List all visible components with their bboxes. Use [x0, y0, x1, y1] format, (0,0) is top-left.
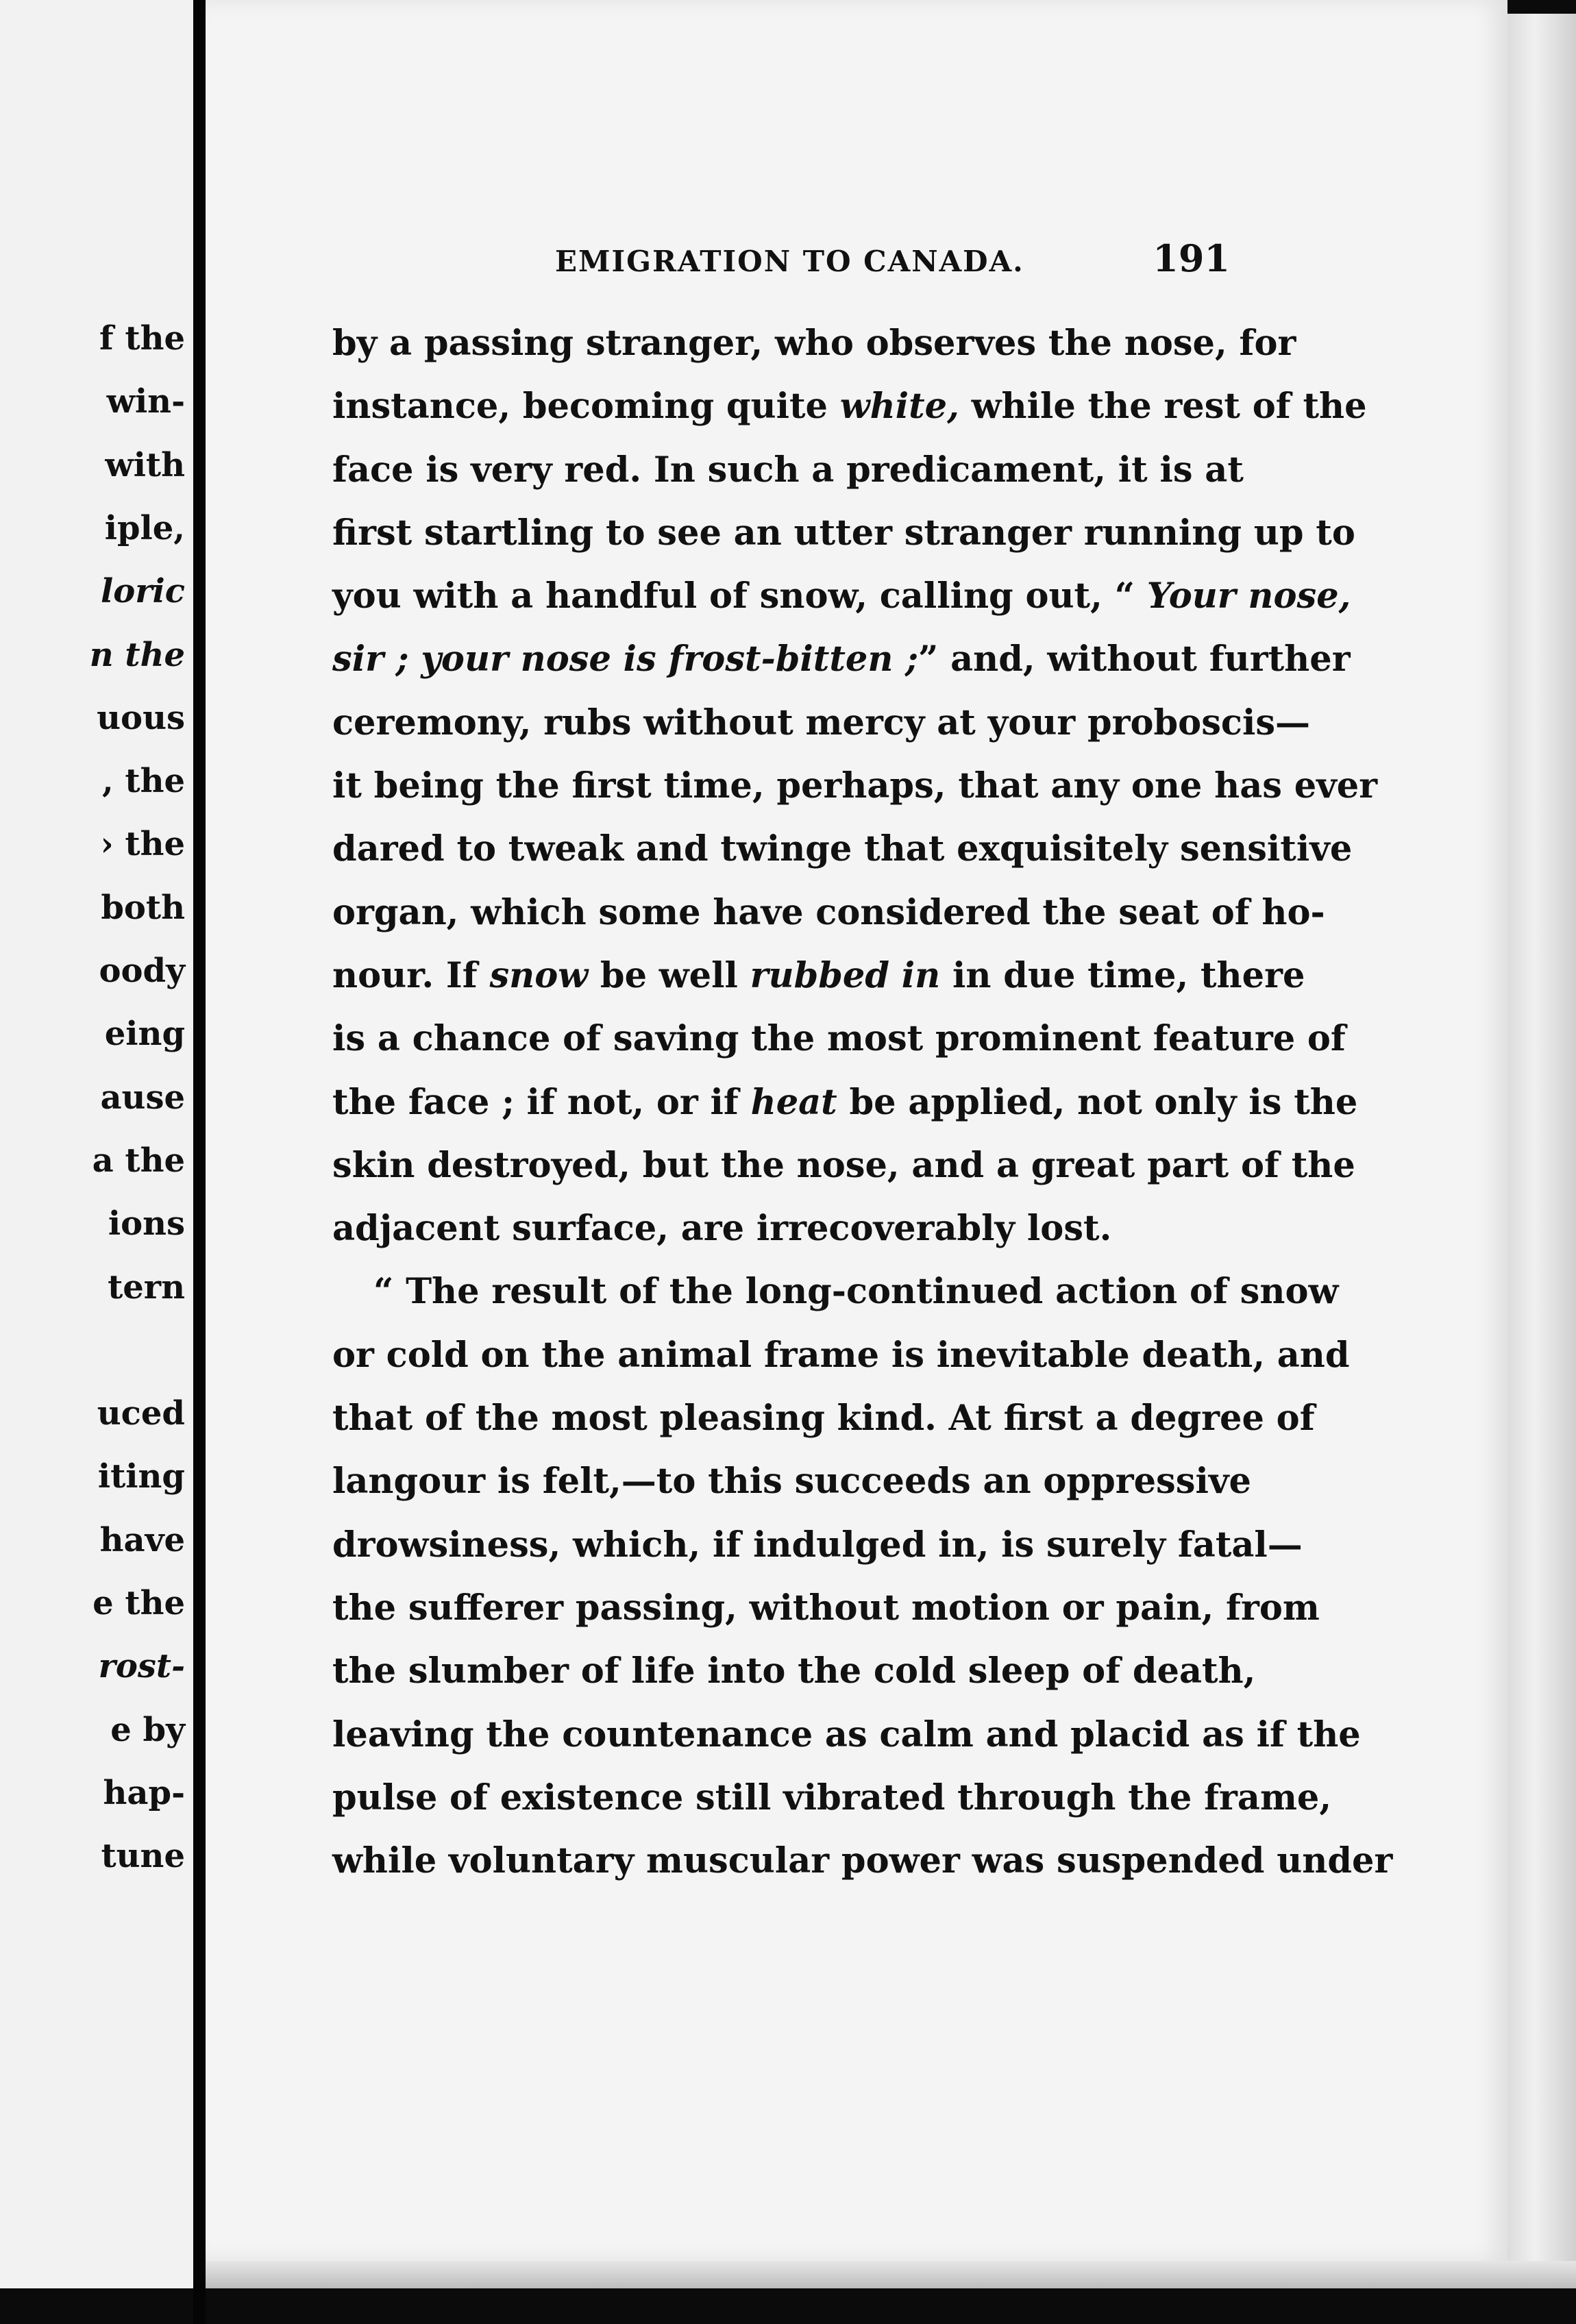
left-line-fragment: f the: [99, 319, 185, 358]
left-line-fragment: loric: [101, 572, 185, 611]
left-line-fragment: e by: [110, 1710, 185, 1749]
text-line: [332, 1829, 1393, 1892]
text-line: [332, 944, 1305, 1007]
page-header: [336, 236, 1230, 284]
text-run: be applied, not only is the: [837, 1081, 1358, 1123]
text-line: [332, 1197, 1233, 1260]
text-line: [332, 1513, 1303, 1577]
left-line-fragment: › the: [100, 825, 185, 864]
text-line: [332, 312, 1296, 375]
left-line-fragment: uced: [97, 1394, 185, 1433]
left-line-fragment: iting: [97, 1457, 185, 1496]
text-run: pulse of existence still vibrated through the frame,: [332, 1777, 1332, 1818]
text-line: [332, 1577, 1320, 1640]
left-line-fragment: tern: [108, 1268, 185, 1307]
text-run: the face ; if not, or if: [332, 1081, 751, 1123]
left-line-fragment: both: [101, 888, 185, 927]
left-line-fragment: iple,: [104, 508, 185, 547]
text-run: it being the first time, perhaps, that any one has ever: [332, 765, 1378, 807]
text-run: rubbed in: [750, 954, 941, 996]
text-line: [332, 1134, 1355, 1197]
text-run: in due time, there: [940, 954, 1305, 996]
text-line: [332, 1071, 1358, 1134]
page-edge: [1507, 14, 1576, 2275]
left-line-fragment: tune: [101, 1837, 185, 1876]
text-run: “ The result of the long-continued action of snow: [373, 1271, 1339, 1313]
text-run: nour. If: [332, 954, 490, 996]
text-line: [332, 1703, 1361, 1766]
text-run: face is very red. In such a predicament, it is at: [332, 449, 1244, 491]
text-line: [332, 817, 1353, 880]
book-gutter: [193, 0, 206, 2324]
left-line-fragment: a the: [92, 1141, 185, 1180]
body-text: [332, 312, 1393, 1892]
text-run: the sufferer passing, without motion or pain, from: [332, 1587, 1320, 1629]
text-line: [332, 1450, 1251, 1513]
left-line-fragment: uous: [97, 698, 185, 737]
text-line: [332, 502, 1355, 565]
left-line-fragment: , the: [101, 762, 185, 801]
text-run: heat: [750, 1081, 837, 1123]
text-run: skin destroyed, but the nose, and a great part of the: [332, 1144, 1355, 1186]
text-run: the slumber of life into the cold sleep of death,: [332, 1651, 1256, 1692]
text-line: [332, 754, 1378, 817]
left-line-fragment: win-: [106, 382, 185, 421]
text-line: [332, 1640, 1256, 1703]
text-line: [332, 1260, 1339, 1323]
text-line: [332, 565, 1351, 628]
text-run: adjacent surface, are irrecoverably lost.: [332, 1208, 1112, 1250]
text-line: [332, 1007, 1346, 1070]
left-line-fragment: rost-: [98, 1647, 185, 1686]
text-run: or cold on the animal frame is inevitable death, and: [332, 1334, 1350, 1376]
running-head: EMIGRATION TO CANADA.: [555, 245, 1024, 278]
text-run: you with a handful of snow, calling out, “: [332, 576, 1147, 617]
text-run: ceremony, rubs without mercy at your proboscis—: [332, 702, 1311, 743]
text-run: white,: [839, 386, 959, 428]
text-line: [332, 1324, 1350, 1387]
text-run: drowsiness, which, if indulged in, is surely fatal—: [332, 1524, 1303, 1566]
left-line-fragment: hap-: [103, 1773, 185, 1812]
text-run: langour is felt,—to this succeeds an oppressive: [332, 1461, 1251, 1503]
text-line: [332, 438, 1244, 502]
text-run: is a chance of saving the most prominent feature of: [332, 1018, 1346, 1060]
bottom-edge: [206, 2261, 1576, 2288]
left-line-fragment: eing: [104, 1015, 185, 1054]
left-line-fragment: ions: [108, 1204, 185, 1244]
text-run: that of the most pleasing kind. At first a degree of: [332, 1398, 1315, 1439]
left-line-fragment: with: [105, 445, 185, 484]
text-run: while the rest of the: [959, 386, 1367, 428]
left-line-fragment: oody: [99, 952, 185, 990]
text-line: [332, 881, 1325, 944]
text-run: snow: [489, 954, 589, 996]
left-line-fragment: e the: [93, 1584, 185, 1622]
text-run: Your nose,: [1146, 576, 1351, 617]
left-line-fragment: n the: [89, 635, 185, 674]
text-line: [332, 691, 1311, 754]
left-page-fragment: [0, 0, 193, 2288]
text-line: [332, 1387, 1315, 1450]
text-line: [332, 1766, 1332, 1829]
text-run: dared to tweak and twinge that exquisitely sensitive: [332, 828, 1353, 870]
text-run: sir ; your nose is frost-bitten ;: [332, 639, 919, 680]
text-line: [332, 375, 1367, 438]
left-line-fragment: have: [99, 1520, 185, 1559]
text-run: organ, which some have considered the seat of ho-: [332, 891, 1325, 933]
text-line: [332, 628, 1351, 691]
text-run: be well: [588, 954, 750, 996]
text-run: while voluntary muscular power was suspended under: [332, 1840, 1393, 1882]
left-line-fragment: ause: [100, 1078, 185, 1117]
page-number: 191: [1153, 236, 1230, 280]
text-run: ” and, without further: [918, 639, 1351, 680]
text-run: first startling to see an utter stranger running up to: [332, 512, 1355, 554]
text-run: leaving the countenance as calm and placid as if the: [332, 1714, 1361, 1755]
text-run: instance, becoming quite: [332, 386, 840, 428]
text-run: by a passing stranger, who observes the nose, for: [332, 323, 1296, 364]
